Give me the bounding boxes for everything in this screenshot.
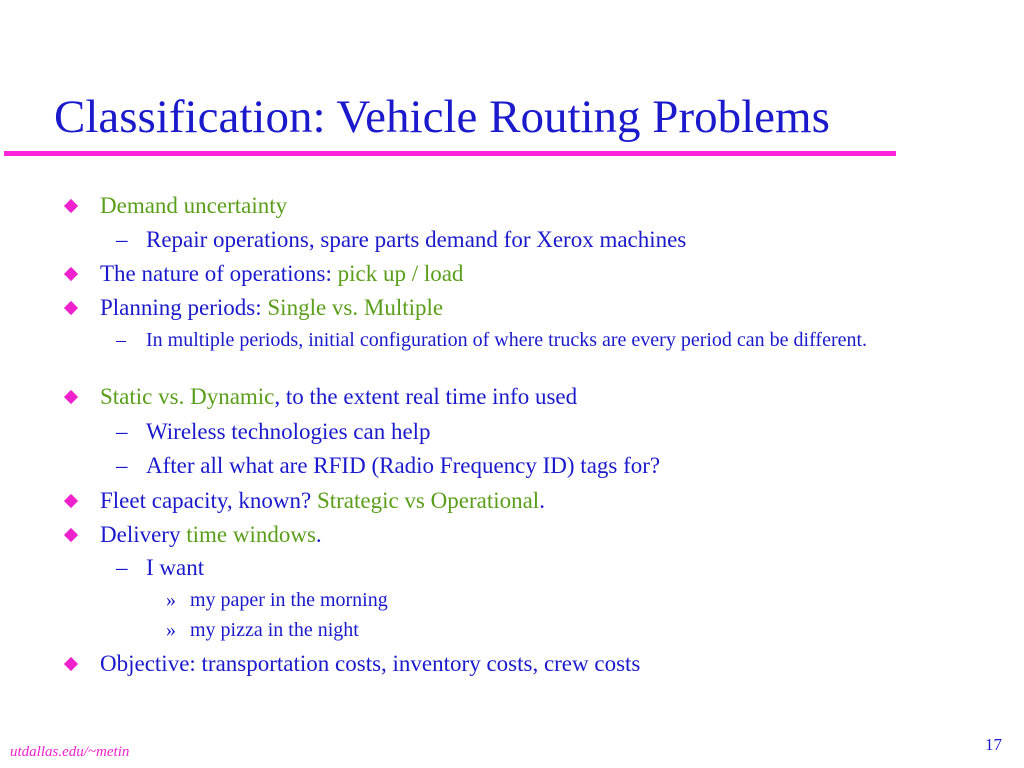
bullet-highlight: Single vs. Multiple	[267, 295, 444, 320]
subsubbullet-text: my pizza in the night	[190, 619, 359, 641]
bullet-static-dynamic	[100, 383, 577, 411]
dash-marker: –	[116, 329, 126, 351]
dash-marker: –	[116, 419, 128, 444]
subsubbullet-text: my paper in the morning	[190, 589, 388, 611]
bullet-text: The nature of operations:	[100, 261, 338, 286]
subbullet-multiple-periods	[116, 328, 996, 352]
page-number: 17	[985, 735, 1002, 754]
diamond-bullet-icon	[64, 199, 78, 213]
subbullet-text: Wireless technologies can help	[146, 419, 431, 444]
dash-marker: –	[116, 555, 128, 580]
bullet-highlight: pick up / load	[337, 261, 464, 286]
bullet-text: , to the extent real time info used	[274, 384, 578, 409]
subbullet-repair	[116, 226, 687, 254]
title-underline	[4, 151, 896, 156]
bullet-fleet-capacity	[100, 487, 545, 515]
subbullet-text: After all what are RFID (Radio Frequency ID) tags for?	[146, 453, 661, 478]
bullet-text: Objective: transportation costs, inventory costs, crew costs	[100, 651, 641, 676]
subbullet-wireless	[116, 418, 431, 446]
bullet-objective	[100, 650, 640, 678]
subbullet-text: Repair operations, spare parts demand for Xerox machines	[146, 227, 687, 252]
bullet-text: Planning periods:	[100, 295, 268, 320]
slide-title: Classification: Vehicle Routing Problems	[54, 91, 830, 143]
bullet-planning-periods	[100, 294, 443, 322]
bullet-text: Demand uncertainty	[100, 193, 288, 218]
bullet-text: Fleet capacity, known?	[100, 488, 317, 513]
diamond-bullet-icon	[64, 390, 78, 404]
dash-marker: –	[116, 453, 128, 478]
diamond-bullet-icon	[64, 267, 78, 281]
bullet-nature-of-operations	[100, 260, 463, 288]
bullet-demand-uncertainty	[100, 192, 287, 220]
diamond-bullet-icon	[64, 657, 78, 671]
bullet-tail: .	[315, 522, 322, 547]
subbullet-i-want	[116, 554, 205, 582]
bullet-highlight: Strategic vs Operational	[316, 488, 540, 513]
diamond-bullet-icon	[64, 301, 78, 315]
subsubbullet-paper	[166, 588, 388, 612]
footer-url: utdallas.edu/~metin	[10, 744, 130, 760]
bullet-highlight: Static vs. Dynamic	[100, 384, 275, 409]
diamond-bullet-icon	[64, 494, 78, 508]
bullet-delivery	[100, 521, 322, 549]
raquo-marker: »	[166, 589, 176, 611]
dash-marker: –	[116, 227, 128, 252]
subbullet-rfid	[116, 452, 661, 480]
subbullet-text: In multiple periods, initial configuration of where trucks are every period can be different.	[146, 329, 868, 351]
raquo-marker: »	[166, 619, 176, 641]
bullet-text: Delivery	[100, 522, 187, 547]
subbullet-text: I want	[146, 555, 205, 580]
diamond-bullet-icon	[64, 528, 78, 542]
subsubbullet-pizza	[166, 618, 359, 642]
bullet-tail: .	[539, 488, 545, 513]
bullet-highlight: time windows	[186, 522, 316, 547]
